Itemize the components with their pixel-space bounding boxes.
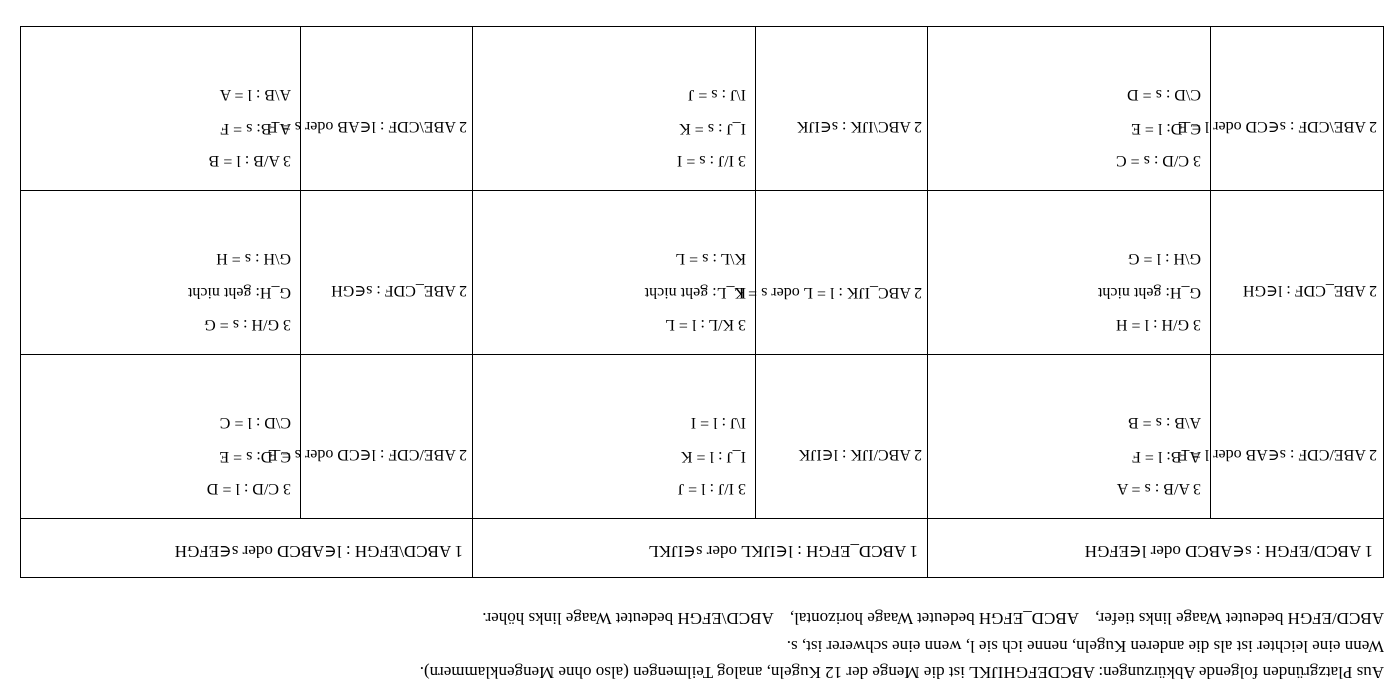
intro-line-3a: ABCD/EFGH bedeutet Waage links tiefer, [1095,609,1384,628]
step3-cell: I\J : s = J [688,86,746,103]
step3-cell: 3 C/D : s = C [1115,152,1201,169]
step3-cell: 3 I/J : l = J [677,480,746,497]
step3-cell: 3 I/J : s = I [676,152,746,169]
step2-cell: 2 ABE\CDF : s∈CD oder l = E [1177,118,1377,135]
intro-line-3b: ABCD_EFGH bedeutet Waage horizontal, [789,609,1079,628]
intro-line-1: Aus Platzgründen folgende Abkürzungen: ABCDEFGHIJKL ist die Menge der 12 Kugeln, analog Teilmengen (also ohne Mengenklammern). [419,663,1384,682]
step3-cell: 3 G/H : l = H [1115,316,1201,333]
step3-cell: 3 C/D : l = D [206,480,291,497]
intro-line-3 [14,608,1384,628]
step2-cell: 2 ABE\CDF : l∈AB oder s = F [268,118,467,135]
step3-cell: G\H : l = G [1127,250,1201,267]
step3-cell: C\D : s = D [1127,86,1201,103]
step3-cell: C_D: s = E [219,448,291,465]
step2-cell: 2 ABC_IJK : l = L oder s = L [734,284,922,301]
step3-cell: A_B: s = F [220,120,291,137]
top-row-2: 1 ABCD\EFGH : l∈ABCD oder s∈EFGH [174,542,463,561]
step2-cell: 2 ABE/CDF : s∈AB oder l = F [1178,446,1377,463]
step3-cell: 3 A/B : s = A [1116,480,1201,497]
column-divider [755,27,756,519]
step3-cell: 3 G/H : s = G [204,316,291,333]
step2-cell: 2 ABE/CDF : l∈CD oder s = E [267,446,467,463]
step3-cell: A\B : s = B [1127,414,1201,431]
step3-cell: G_H: geht nicht [187,284,291,301]
row-divider [21,354,1383,355]
step3-cell: A_B: l = F [1131,448,1201,465]
column-divider [927,27,928,577]
step3-cell: 3 A/B : l = B [208,152,291,169]
top-row-1: 1 ABCD_EFGH : l∈IJKL oder s∈IJKL [648,542,918,561]
top-row-0: 1 ABCD/EFGH : s∈ABCD oder l∈EFGH [1084,542,1373,561]
weighing-table [20,26,1384,578]
step2-cell: 2 ABC/IJK : l∈IJK [798,446,922,463]
intro-line-3c: ABCD\EFGH bedeutet Waage links höher. [482,609,774,628]
step3-cell: K_L: geht nicht [644,284,746,301]
step3-cell: G\H : s = H [216,250,291,267]
step3-cell: K\L : s = L [675,250,746,267]
step2-cell: 2 ABE_CDF : l∈GH [1242,282,1377,299]
step2-cell: 2 ABE_CDF : s∈GH [331,282,467,299]
step3-cell: C_D: l = E [1131,120,1201,137]
step3-cell: 3 K/L : l = L [665,316,746,333]
step2-cell: 2 ABC\IJK : s∈IJK [796,118,922,135]
row-divider [21,190,1383,191]
step3-cell: I_J : l = K [680,448,746,465]
column-divider [472,27,473,577]
step3-cell: A\B : l = A [219,86,291,103]
step3-cell: I_J : s = K [679,120,746,137]
step3-cell: I\J : l = I [690,414,746,431]
step3-cell: C\D : l = C [219,414,291,431]
step3-cell: G_H: geht nicht [1097,284,1201,301]
intro-line-2: Wenn eine leichter ist als die anderen Kugeln, nenne ich sie l, wenn eine schwerer ist, s. [786,637,1384,656]
